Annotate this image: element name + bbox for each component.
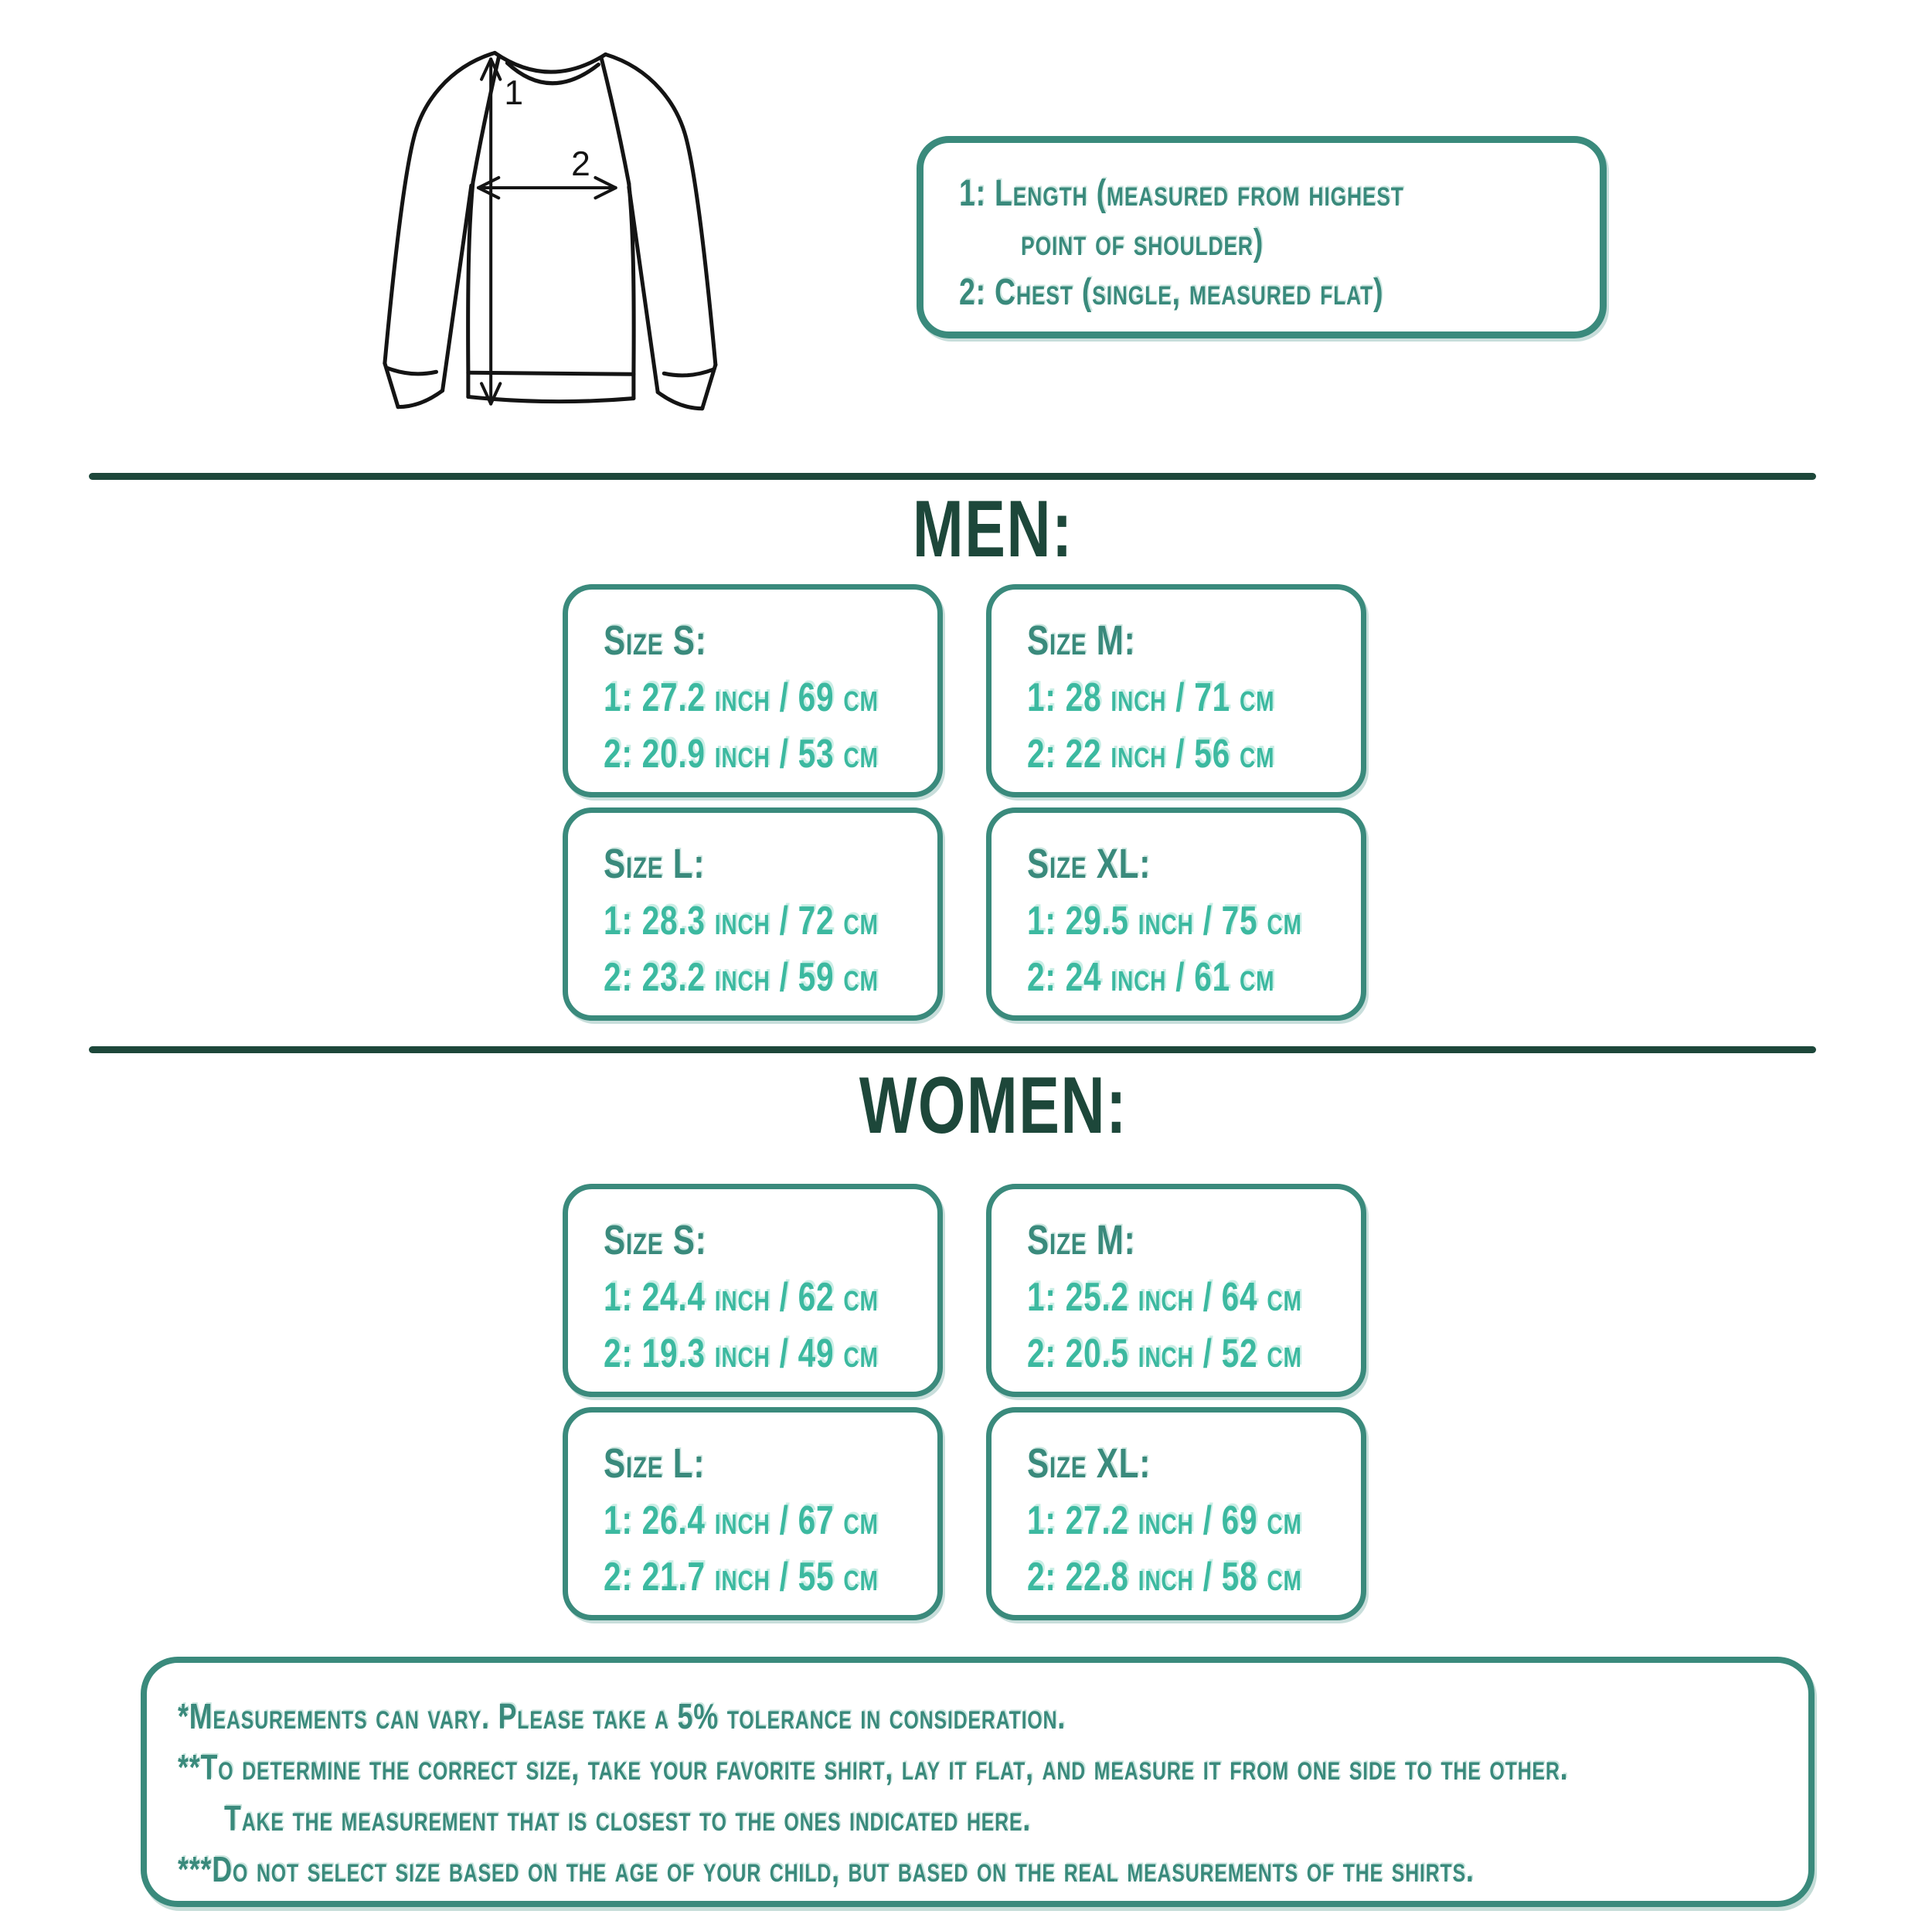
size-chest-line (1027, 950, 1361, 1006)
size-title (604, 835, 937, 893)
men-size-s-box (563, 584, 943, 797)
men-size-grid (563, 584, 1369, 1021)
cuff-left-band (387, 368, 437, 374)
legend-line-length-wrap (1021, 219, 1600, 268)
men-size-l-box (563, 807, 943, 1021)
women-size-grid (563, 1184, 1369, 1620)
size-title (1027, 1211, 1361, 1270)
footnotes-box (141, 1657, 1815, 1907)
men-heading-text: MEN: (912, 484, 1074, 574)
legend-line-chest-text: 2: Chest (single, measured flat) (959, 272, 1384, 313)
legend-line-length-wrap-text: point of shoulder) (1021, 223, 1264, 263)
size-length-text: 1: 25.2 inch / 64 cm (1027, 1275, 1302, 1320)
shirt-measurement-diagram (352, 22, 769, 435)
size-chest-line (604, 1549, 937, 1606)
body-right-side (629, 184, 634, 399)
footnote-child-age (178, 1844, 1808, 1895)
size-length-line (1027, 670, 1361, 726)
raglan-seam-left (473, 57, 498, 182)
size-title-text: Size M: (1027, 617, 1136, 664)
cuff-right-band (664, 369, 713, 376)
women-size-s-box (563, 1184, 943, 1397)
size-title (1027, 611, 1361, 670)
size-length-line (1027, 893, 1361, 950)
size-title-text: Size S: (604, 617, 707, 664)
footnote-determine-size-wrap-text: Take the measurement that is closest to the ones indicated here. (224, 1798, 1032, 1838)
hem-top-line (468, 372, 634, 374)
size-chest-text: 2: 21.7 inch / 55 cm (604, 1555, 879, 1600)
men-size-m-box (986, 584, 1366, 797)
size-chest-text: 2: 20.5 inch / 52 cm (1027, 1331, 1302, 1376)
size-title (1027, 1434, 1361, 1493)
measurement-legend-box (917, 136, 1607, 338)
women-heading (54, 1060, 1932, 1152)
footnote-tolerance (178, 1691, 1808, 1742)
size-length-line (604, 1493, 937, 1549)
size-title-text: Size L: (604, 841, 706, 887)
divider-men (89, 473, 1816, 480)
footnote-determine-size-wrap (224, 1793, 1808, 1844)
shirt-drawing (352, 22, 769, 435)
legend-line-chest (959, 268, 1600, 318)
size-title-text: Size XL: (1027, 1440, 1151, 1487)
size-length-text: 1: 28 inch / 71 cm (1027, 675, 1275, 720)
sleeve-right-outer (606, 54, 716, 365)
men-size-xl-box (986, 807, 1366, 1021)
women-size-xl-box (986, 1407, 1366, 1620)
size-title (604, 1211, 937, 1270)
shirt-outline (385, 53, 716, 408)
size-length-line (1027, 1270, 1361, 1326)
length-arrow-label: 1 (504, 74, 524, 112)
size-length-text: 1: 28.3 inch / 72 cm (604, 899, 879, 943)
footnote-child-age-text: ***Do not select size based on the age of your child, but based on the real measurements of the shirts. (178, 1849, 1475, 1889)
legend-line-length (959, 169, 1600, 219)
size-chest-line (1027, 1326, 1361, 1382)
size-length-text: 1: 26.4 inch / 67 cm (604, 1498, 879, 1543)
raglan-seam-right (602, 59, 629, 184)
size-length-line (604, 670, 937, 726)
size-chest-line (1027, 726, 1361, 783)
men-heading (54, 484, 1932, 576)
size-chest-line (604, 726, 937, 783)
size-title (604, 1434, 937, 1493)
cuff-left-bottom (398, 390, 443, 406)
divider-women (89, 1046, 1816, 1053)
cuff-right-bottom (658, 392, 702, 408)
size-length-line (604, 1270, 937, 1326)
size-length-text: 1: 27.2 inch / 69 cm (604, 675, 879, 720)
size-length-text: 1: 24.4 inch / 62 cm (604, 1275, 879, 1320)
size-title-text: Size M: (1027, 1217, 1136, 1263)
legend-line-length-text: 1: Length (measured from highest (959, 173, 1404, 214)
size-title (1027, 835, 1361, 893)
size-chest-line (604, 1326, 937, 1382)
size-title-text: Size L: (604, 1440, 706, 1487)
measure-arrows (478, 59, 616, 403)
size-title (604, 611, 937, 670)
size-chest-text: 2: 22.8 inch / 58 cm (1027, 1555, 1302, 1600)
size-chest-line (604, 950, 937, 1006)
footnote-determine-size-text: **To determine the correct size, take your favorite shirt, lay it flat, and measure it from one side to the other. (178, 1747, 1569, 1787)
size-chest-text: 2: 19.3 inch / 49 cm (604, 1331, 879, 1376)
women-size-l-box (563, 1407, 943, 1620)
footnote-determine-size (178, 1742, 1808, 1793)
chest-arrow-label: 2 (571, 144, 590, 183)
size-title-text: Size S: (604, 1217, 707, 1263)
women-heading-text: WOMEN: (859, 1061, 1128, 1151)
size-length-line (604, 893, 937, 950)
footnote-tolerance-text: *Measurements can vary. Please take a 5% tolerance in consideration. (178, 1696, 1066, 1736)
body-left-side (468, 182, 473, 397)
size-length-line (1027, 1493, 1361, 1549)
size-chest-text: 2: 23.2 inch / 59 cm (604, 955, 879, 1000)
women-size-m-box (986, 1184, 1366, 1397)
size-length-text: 1: 27.2 inch / 69 cm (1027, 1498, 1302, 1543)
size-chest-text: 2: 22 inch / 56 cm (1027, 732, 1275, 777)
size-chest-text: 2: 24 inch / 61 cm (1027, 955, 1275, 1000)
size-chest-text: 2: 20.9 inch / 53 cm (604, 732, 879, 777)
size-chest-line (1027, 1549, 1361, 1606)
size-length-text: 1: 29.5 inch / 75 cm (1027, 899, 1302, 943)
sleeve-left-outer (385, 53, 495, 363)
size-title-text: Size XL: (1027, 841, 1151, 887)
